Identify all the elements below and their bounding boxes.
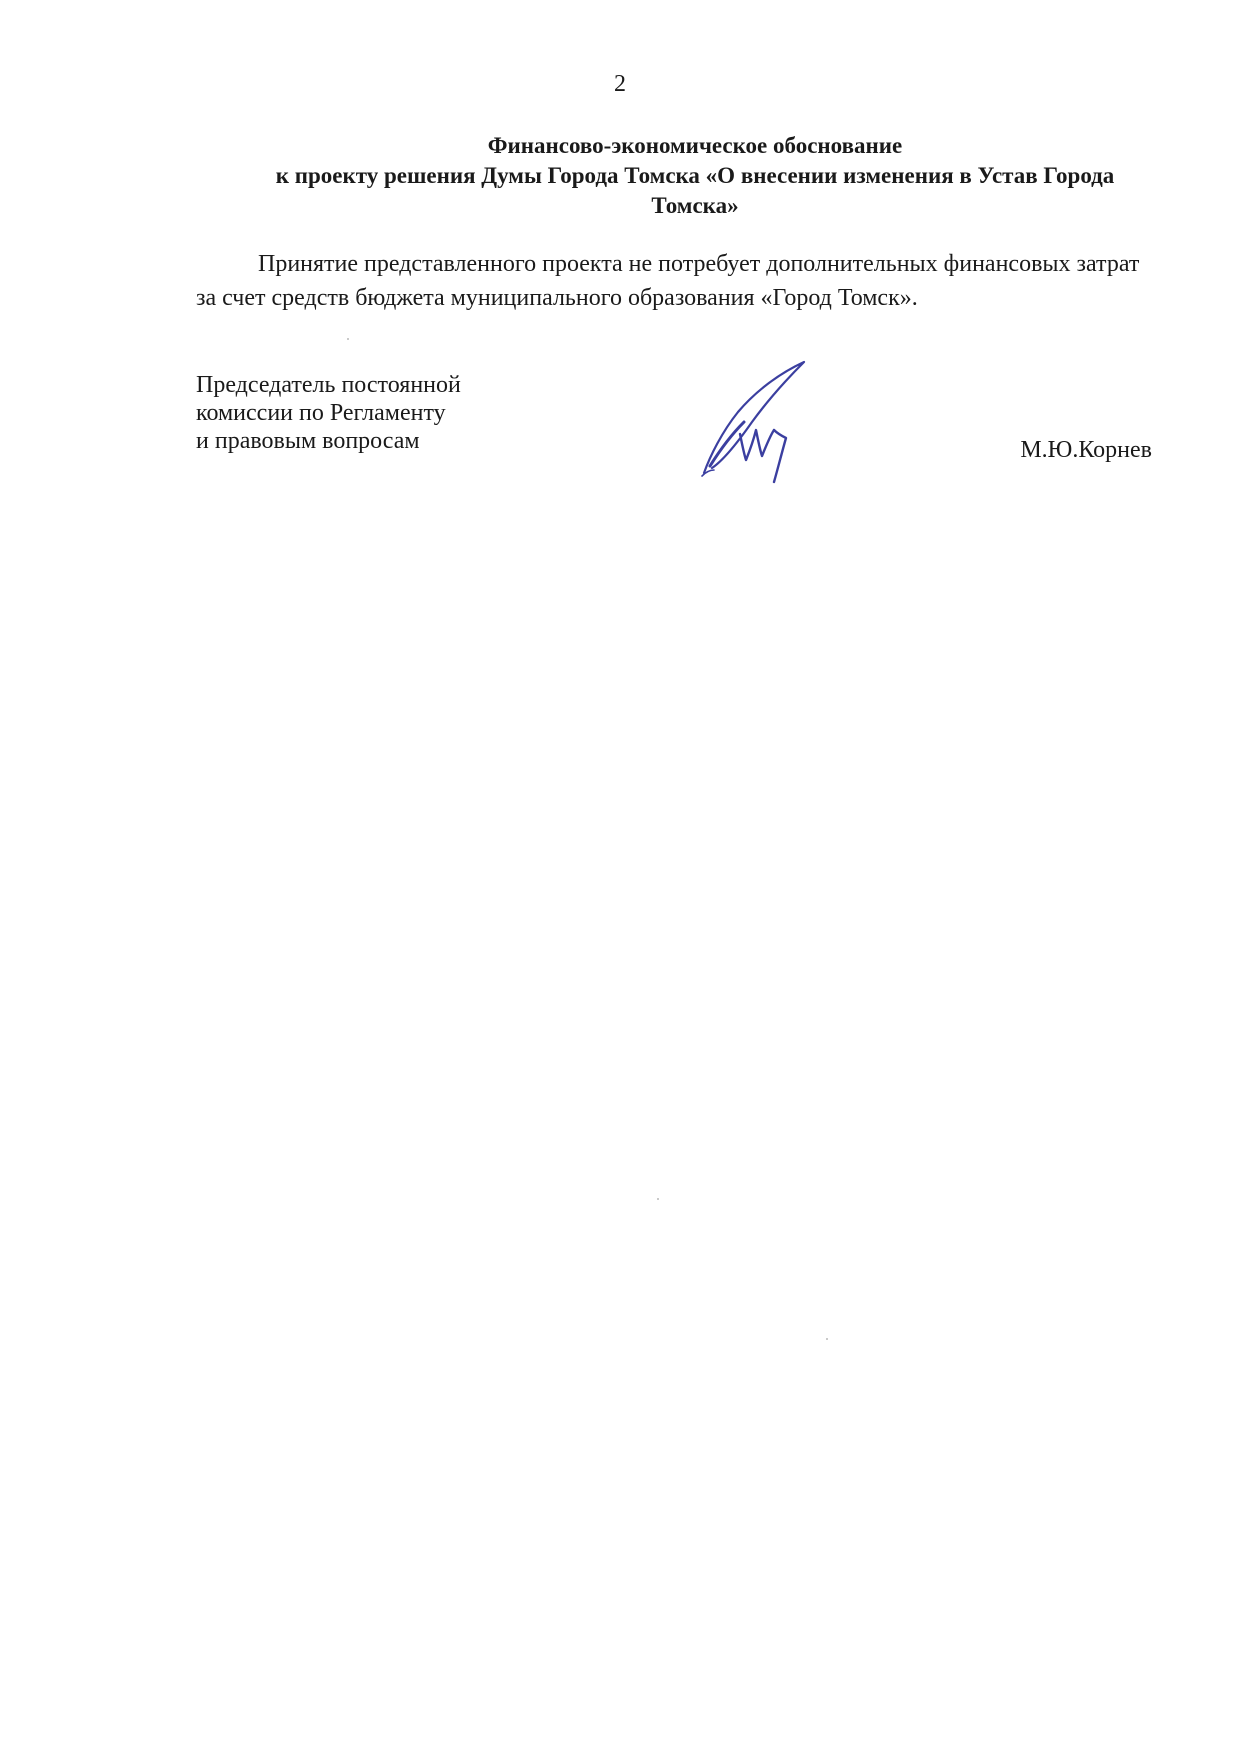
signatory-name: М.Ю.Корнев [1020, 437, 1152, 463]
handwritten-signature [700, 360, 820, 490]
scan-speck [347, 338, 349, 340]
document-title [200, 131, 1190, 221]
body-paragraph [196, 247, 1196, 315]
title-line: к проекту решения Думы Города Томска «О внесении изменения в Устав Города [275, 163, 1115, 188]
title-line: Финансово-экономическое обоснование [487, 133, 903, 158]
page-number: 2 [614, 71, 626, 97]
title-line: Томска» [651, 193, 739, 218]
signatory-role [196, 371, 461, 455]
body-line: за счет средств бюджета муниципального образования «Город Томск». [196, 285, 918, 311]
role-line: и правовым вопросам [196, 428, 420, 454]
body-line: Принятие представленного проекта не потребует дополнительных финансовых затрат [258, 251, 1140, 277]
role-line: комиссии по Регламенту [196, 400, 446, 426]
scan-speck [657, 1198, 659, 1200]
scan-speck [826, 1338, 828, 1340]
role-line: Председатель постоянной [196, 372, 461, 398]
